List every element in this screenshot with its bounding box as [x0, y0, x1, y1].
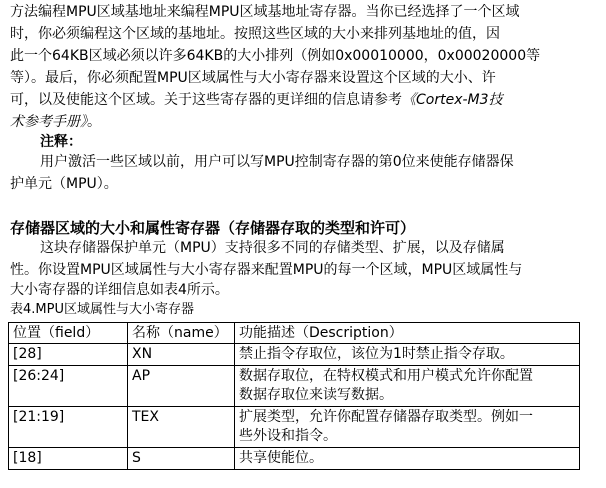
- table-caption: 表4.MPU区域属性与大小寄存器: [10, 302, 194, 317]
- cell-description: 扩展类型，允许你配置存储器存取类型。例如一 些外设和指令。: [235, 407, 580, 448]
- para1-line1: 方法编程MPU区域基地址来编程MPU区域基地址寄存器。当你已经选择了一个区域: [10, 4, 520, 20]
- section-line2: 性。你设置MPU区域属性与大小寄存器来配置MPU的每一个区域，MPU区域属性与: [10, 262, 523, 278]
- note-label: 注释：: [40, 134, 82, 150]
- para1-line4: 等）。最后，你必须配置MPU区域属性与大小寄存器来设置这个区域的大小、许: [10, 70, 496, 86]
- manual-reference-cont: 术参考手册》: [10, 114, 87, 130]
- cell-name: S: [128, 448, 235, 470]
- cell-description: 禁止指令存取位，该位为1时禁止指令存取。: [235, 344, 580, 366]
- cell-field: [26:24]: [9, 366, 128, 407]
- section-line1: 这块存储器保护单元（MPU）支持很多不同的存储类型、扩展，以及存储属: [40, 240, 505, 256]
- cell-field: [28]: [9, 344, 128, 366]
- header-name: 名称（name）: [128, 323, 235, 344]
- cell-name: XN: [128, 344, 235, 366]
- table-row: [9, 448, 580, 470]
- para1-line5: 可，以及使能这个区域。关于这些寄存器的更详细的信息请参考《Cortex-M3技: [10, 92, 503, 108]
- cell-name: TEX: [128, 407, 235, 448]
- section-line3: 大小寄存器的详细信息如表4所示。: [10, 282, 229, 298]
- para1-line3: 此一个64KB区域必须以许多64KB的大小排列（例如0x00010000，0x00020000等: [10, 48, 541, 64]
- cell-field: [21:19]: [9, 407, 128, 448]
- note-line1: 用户激活一些区域以前，用户可以写MPU控制寄存器的第0位来使能存储器保: [40, 154, 514, 170]
- table-row: [9, 407, 580, 448]
- manual-reference: 《Cortex-M3技: [402, 92, 503, 108]
- para1-line2: 时，你必须编程这个区域的基地址。按照这些区域的大小来排列基地址的值，因: [10, 26, 500, 42]
- para1-line6: 术参考手册》。: [10, 114, 101, 130]
- cell-field: [18]: [9, 448, 128, 470]
- cell-name: AP: [128, 366, 235, 407]
- header-description: 功能描述（Description）: [235, 323, 580, 344]
- section-heading: 存储器区域的大小和属性寄存器（存储器存取的类型和许可）: [10, 219, 416, 237]
- cell-description: 共享使能位。: [235, 448, 580, 470]
- register-table: [8, 322, 580, 470]
- cell-description: 数据存取位，在特权模式和用户模式允许你配置 数据存取位来读写数据。: [235, 366, 580, 407]
- note-line2: 护单元（MPU）。: [10, 176, 118, 192]
- table-row: [9, 366, 580, 407]
- table-header-row: [9, 323, 580, 344]
- table-row: [9, 344, 580, 366]
- header-field: 位置（field）: [9, 323, 128, 344]
